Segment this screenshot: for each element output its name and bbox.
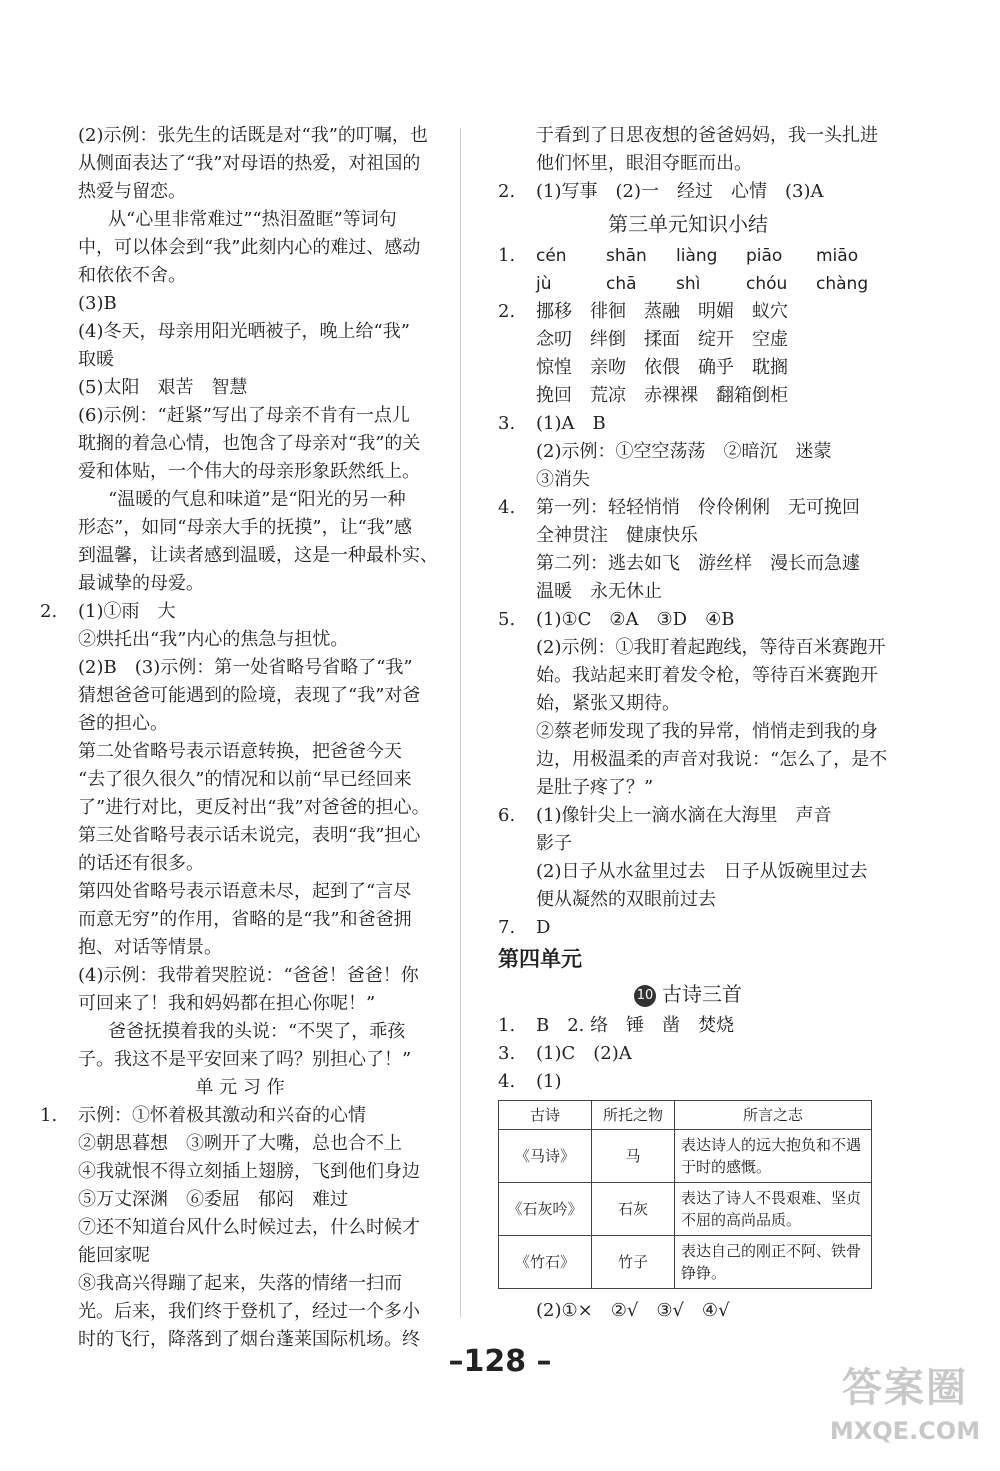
table-row	[499, 1183, 872, 1236]
answer-text: (2)示例：①我盯着起跑线，等待百米赛跑开	[536, 637, 886, 658]
answer-line	[40, 346, 440, 374]
answer-line	[498, 914, 878, 942]
answer-line	[498, 382, 878, 410]
unit-four-title: 第四单元	[498, 947, 582, 971]
pinyin-row-1: 1. cén shān liàng piāo miāo	[498, 242, 878, 270]
table-cell: 竹子	[592, 1236, 675, 1289]
table-cell: 《马诗》	[499, 1130, 592, 1183]
answer-line	[40, 1242, 440, 1270]
table-row	[499, 1236, 872, 1289]
answer-text: 便从凝然的双眼前过去	[536, 889, 716, 910]
answer-line	[498, 354, 878, 382]
answer-text: 全神贯注 健康快乐	[536, 525, 698, 546]
table-cell: 石灰	[592, 1183, 675, 1236]
right-column	[498, 122, 888, 1325]
question-number: 6.	[498, 805, 516, 826]
pinyin-syllable: chóu	[746, 274, 788, 294]
answer-line	[498, 634, 886, 662]
answer-text: 温暖 永无休止	[536, 581, 662, 602]
answer-line	[40, 514, 440, 542]
answer-text: (1)像针尖上一滴水滴在大海里 声音	[536, 805, 832, 826]
answer-line	[40, 1270, 440, 1298]
answer-text: 而意无穷”的作用，省略的是“我”和爸爸拥	[78, 909, 412, 930]
answer-text: 第二列：逃去如飞 游丝样 漫长而急遽	[536, 553, 860, 574]
answer-line	[40, 1102, 440, 1130]
answer-text: 和依依不舍。	[78, 265, 186, 286]
question-number: 2.	[498, 181, 516, 202]
answer-line	[40, 178, 440, 206]
question-number: 3.	[498, 1043, 516, 1064]
answer-text: (1)A B	[536, 413, 606, 434]
pinyin-row-2	[498, 270, 878, 298]
answer-line	[40, 570, 440, 598]
answer-text: 到温馨，让读者感到温暖，这是一种最朴实、	[78, 545, 438, 566]
answer-line	[498, 802, 878, 830]
question-number: 7.	[498, 917, 516, 938]
answer-text: 念叨 绊倒 揉面 绽开 空虚	[536, 329, 788, 350]
pinyin-syllable: miāo	[816, 246, 859, 266]
answer-text: 中，可以体会到“我”此刻内心的难过、感动	[78, 237, 421, 258]
pinyin-syllable: jù	[536, 274, 552, 294]
answer-line	[40, 374, 440, 402]
answer-line	[498, 438, 878, 466]
answer-text: 他们怀里，眼泪夺眶而出。	[536, 153, 752, 174]
pinyin-syllable: chàng	[816, 274, 869, 294]
table-header-cell: 所言之志	[675, 1101, 872, 1130]
answer-text: 可回来了！我和妈妈都在担心你呢！”	[78, 993, 376, 1014]
answer-line	[40, 1074, 440, 1102]
summary-title: 第三单元知识小结	[608, 212, 768, 236]
answer-line	[40, 878, 440, 906]
answer-line	[40, 1018, 440, 1046]
answer-line	[40, 318, 440, 346]
answer-line	[40, 654, 440, 682]
answer-text: 始。我站起来盯着发令枪，等待百米赛跑开	[536, 665, 878, 686]
table-answer-line: (2)①× ②√ ③√ ④√	[536, 1300, 730, 1321]
watermark-text: 答案圈	[842, 1365, 968, 1411]
answer-text: ②朝思暮想 ③咧开了大嘴，总也合不上	[78, 1133, 402, 1154]
lesson-title-row	[498, 976, 878, 1012]
table-cell: 表达了诗人不畏艰难、坚贞不屈的高尚品质。	[675, 1183, 872, 1236]
question-number: 5.	[498, 609, 516, 630]
pinyin-syllable: shì	[676, 274, 701, 294]
question-number: 1.	[40, 1105, 58, 1126]
answer-text: (2)示例：①空空荡荡 ②暗沉 迷蒙	[536, 441, 832, 462]
answer-text: (6)示例：“赶紧”写出了母亲不肯有一点儿	[78, 405, 410, 426]
answer-line	[40, 150, 440, 178]
answer-text: 从“心里非常难过”“热泪盈眶”等词句	[108, 209, 397, 230]
answer-text: ⑦还不知道台风什么时候过去，什么时候才	[78, 1217, 420, 1238]
lesson-title: 古诗三首	[662, 982, 742, 1006]
answer-text: 惊惶 亲吻 依偎 确乎 耽搁	[536, 357, 788, 378]
answer-text: 能回家呢	[78, 1245, 150, 1266]
answer-line	[40, 962, 440, 990]
answer-line	[498, 718, 878, 746]
watermark-logo	[820, 1363, 990, 1463]
answer-text: 耽搁的着急心情，也饱含了母亲对“我”的关	[78, 433, 421, 454]
column-divider	[460, 128, 461, 1318]
answer-text: 爱和体贴，一个伟大的母亲形象跃然纸上。	[78, 461, 420, 482]
answer-text: ②烘托出“我”内心的焦急与担忧。	[78, 629, 349, 650]
poem-table	[498, 1100, 872, 1289]
answer-line	[498, 522, 878, 550]
answer-text: 于看到了日思夜想的爸爸妈妈，我一头扎进	[536, 125, 878, 146]
answer-line	[40, 766, 440, 794]
answer-text: 第一列：轻轻悄悄 伶伶俐俐 无可挽回	[536, 497, 860, 518]
answer-line	[40, 710, 440, 738]
answer-text: 热爱与留恋。	[78, 181, 186, 202]
answer-line	[40, 1298, 440, 1326]
pinyin-syllable: liàng	[676, 246, 718, 266]
answer-text: (4)示例：我带着哭腔说：“爸爸！爸爸！你	[78, 965, 419, 986]
answer-text: 第四处省略号表示语意未尽，起到了“言尽	[78, 881, 412, 902]
answer-text: 光。后来，我们终于登机了，经过一个多小	[78, 1301, 420, 1322]
answer-line	[498, 410, 878, 438]
answer-text: (2)示例：张先生的话既是对“我”的叮嘱，也	[78, 125, 428, 146]
page-number: –128 –	[448, 1344, 552, 1379]
answer-text: (4)冬天，母亲用阳光晒被子，晚上给“我”	[78, 321, 410, 342]
answer-text: ⑧我高兴得蹦了起来，失落的情绪一扫而	[78, 1273, 402, 1294]
answer-line	[40, 1130, 440, 1158]
answer-text: ⑤万丈深渊 ⑥委屈 郁闷 难过	[78, 1189, 348, 1210]
answer-line	[498, 494, 878, 522]
answer-line	[40, 934, 440, 962]
answer-line	[40, 122, 440, 150]
answer-line	[40, 1214, 440, 1242]
answer-line	[498, 1068, 878, 1096]
answer-text: (1)	[536, 1071, 562, 1092]
answer-text: 取暖	[78, 349, 114, 370]
answer-line	[40, 290, 440, 318]
answer-line	[498, 830, 878, 858]
answer-line	[40, 850, 440, 878]
answer-text: (1)①雨 大	[78, 601, 176, 622]
question-number: 4.	[498, 497, 516, 518]
answer-line	[40, 738, 440, 766]
question-number: 2.	[40, 601, 58, 622]
answer-text: 单 元 习 作	[195, 1077, 285, 1098]
answer-line	[498, 550, 878, 578]
question-number: 4.	[498, 1071, 516, 1092]
answer-line	[40, 822, 440, 850]
answer-text: 子。我这不是平安回来了吗？别担心了！”	[78, 1049, 412, 1070]
answer-text: 了”进行对比，更反衬出“我”对爸爸的担心。	[78, 797, 430, 818]
table-row	[499, 1130, 872, 1183]
answer-line	[40, 542, 440, 570]
answer-text: 形态”，如同“母亲大手的抚摸”，让“我”感	[78, 517, 413, 538]
answer-text: “温暖的气息和味道”是“阳光的另一种	[108, 489, 406, 510]
answer-text: 时的飞行，降落到了烟台蓬莱国际机场。终	[78, 1329, 420, 1350]
answer-line	[498, 466, 878, 494]
answer-text: 最诚挚的母爱。	[78, 573, 204, 594]
answer-text: 是肚子疼了？”	[536, 777, 654, 798]
question-number: 2.	[498, 301, 516, 322]
answer-line	[40, 626, 440, 654]
answer-line	[40, 598, 440, 626]
question-number: 3.	[498, 413, 516, 434]
answer-text: 影子	[536, 833, 572, 854]
answer-line	[40, 402, 440, 430]
lesson-number-badge: 10	[634, 985, 656, 1007]
question-number: 1.	[498, 1015, 516, 1036]
answer-line	[498, 1040, 878, 1068]
table-cell: 表达自己的刚正不阿、铁骨铮铮。	[675, 1236, 872, 1289]
answer-text: 爸爸抚摸着我的头说：“不哭了，乖孩	[108, 1021, 406, 1042]
answer-text: (2)日子从水盆里过去 日子从饭碗里过去	[536, 861, 868, 882]
answer-line	[498, 298, 878, 326]
answer-line	[40, 458, 440, 486]
table-cell: 《竹石》	[499, 1236, 592, 1289]
answer-text: 始，紧张又期待。	[536, 693, 680, 714]
answer-line	[498, 690, 878, 718]
answer-text: (2)B (3)示例：第一处省略号省略了“我”	[78, 657, 413, 678]
answer-text: D	[536, 917, 551, 938]
answer-line	[40, 486, 440, 514]
answer-text: (3)B	[78, 293, 117, 314]
answer-line	[40, 682, 440, 710]
answer-line	[498, 178, 878, 206]
answer-text: ④我就恨不得立刻插上翅膀，飞到他们身边	[78, 1161, 420, 1182]
answer-text: 第三处省略号表示话未说完，表明“我”担心	[78, 825, 421, 846]
pinyin-syllable: chā	[606, 274, 637, 294]
answer-line	[498, 886, 878, 914]
answer-text: 边，用极温柔的声音对我说：“怎么了，是不	[536, 749, 888, 770]
answer-line	[498, 606, 878, 634]
answer-line	[40, 906, 440, 934]
answer-text: 的话还有很多。	[78, 853, 204, 874]
pinyin-syllable: shān	[606, 246, 647, 266]
answer-text: 挪移 徘徊 蒸融 明媚 蚁穴	[536, 301, 788, 322]
answer-line	[498, 122, 878, 150]
answer-text: “去了很久很久”的情况和以前“早已经回来	[78, 769, 412, 790]
answer-text: 爸的担心。	[78, 713, 168, 734]
answer-line	[40, 234, 440, 262]
left-column	[40, 122, 440, 1354]
pinyin-syllable: cén	[536, 246, 567, 266]
answer-text: 第二处省略号表示语意转换，把爸爸今天	[78, 741, 402, 762]
answer-line	[40, 206, 440, 234]
answer-text: 猜想爸爸可能遇到的险境，表现了“我”对爸	[78, 685, 421, 706]
answer-text: (1)C (2)A	[536, 1043, 632, 1064]
answer-line	[498, 326, 878, 354]
pinyin-syllable: piāo	[746, 246, 783, 266]
answer-text: ②蔡老师发现了我的异常，悄悄走到我的身	[536, 721, 878, 742]
answer-text: 抱、对话等情景。	[78, 937, 222, 958]
answer-line	[498, 578, 878, 606]
table-cell: 表达诗人的远大抱负和不遇于时的感慨。	[675, 1130, 872, 1183]
answer-line	[40, 794, 440, 822]
answer-text: (1)①C ②A ③D ④B	[536, 609, 735, 630]
table-header-cell: 所托之物	[592, 1101, 675, 1130]
table-cell: 马	[592, 1130, 675, 1183]
table-cell: 《石灰吟》	[499, 1183, 592, 1236]
table-header-cell: 古诗	[499, 1101, 592, 1130]
answer-line	[498, 858, 878, 886]
answer-line	[498, 150, 878, 178]
answer-text: 示例：①怀着极其激动和兴奋的心情	[78, 1105, 366, 1126]
answer-line	[40, 1046, 440, 1074]
answer-line	[40, 430, 440, 458]
answer-line	[498, 1012, 878, 1040]
answer-line	[498, 746, 888, 774]
answer-line	[40, 990, 440, 1018]
answer-text: (5)太阳 艰苦 智慧	[78, 377, 248, 398]
answer-text: (1)写事 (2)一 经过 心情 (3)A	[536, 181, 824, 202]
answer-text: ③消失	[536, 469, 590, 490]
answer-text: 从侧面表达了“我”对母语的热爱，对祖国的	[78, 153, 421, 174]
watermark-url: MXQE.COM	[829, 1417, 981, 1445]
answer-line	[498, 774, 878, 802]
answer-text: 挽回 荒凉 赤裸裸 翻箱倒柜	[536, 385, 788, 406]
answer-line	[40, 262, 440, 290]
answer-text: B 2. 络 锤 凿 焚烧	[536, 1015, 735, 1036]
answer-line	[498, 662, 878, 690]
answer-line	[40, 1158, 440, 1186]
answer-line	[40, 1186, 440, 1214]
